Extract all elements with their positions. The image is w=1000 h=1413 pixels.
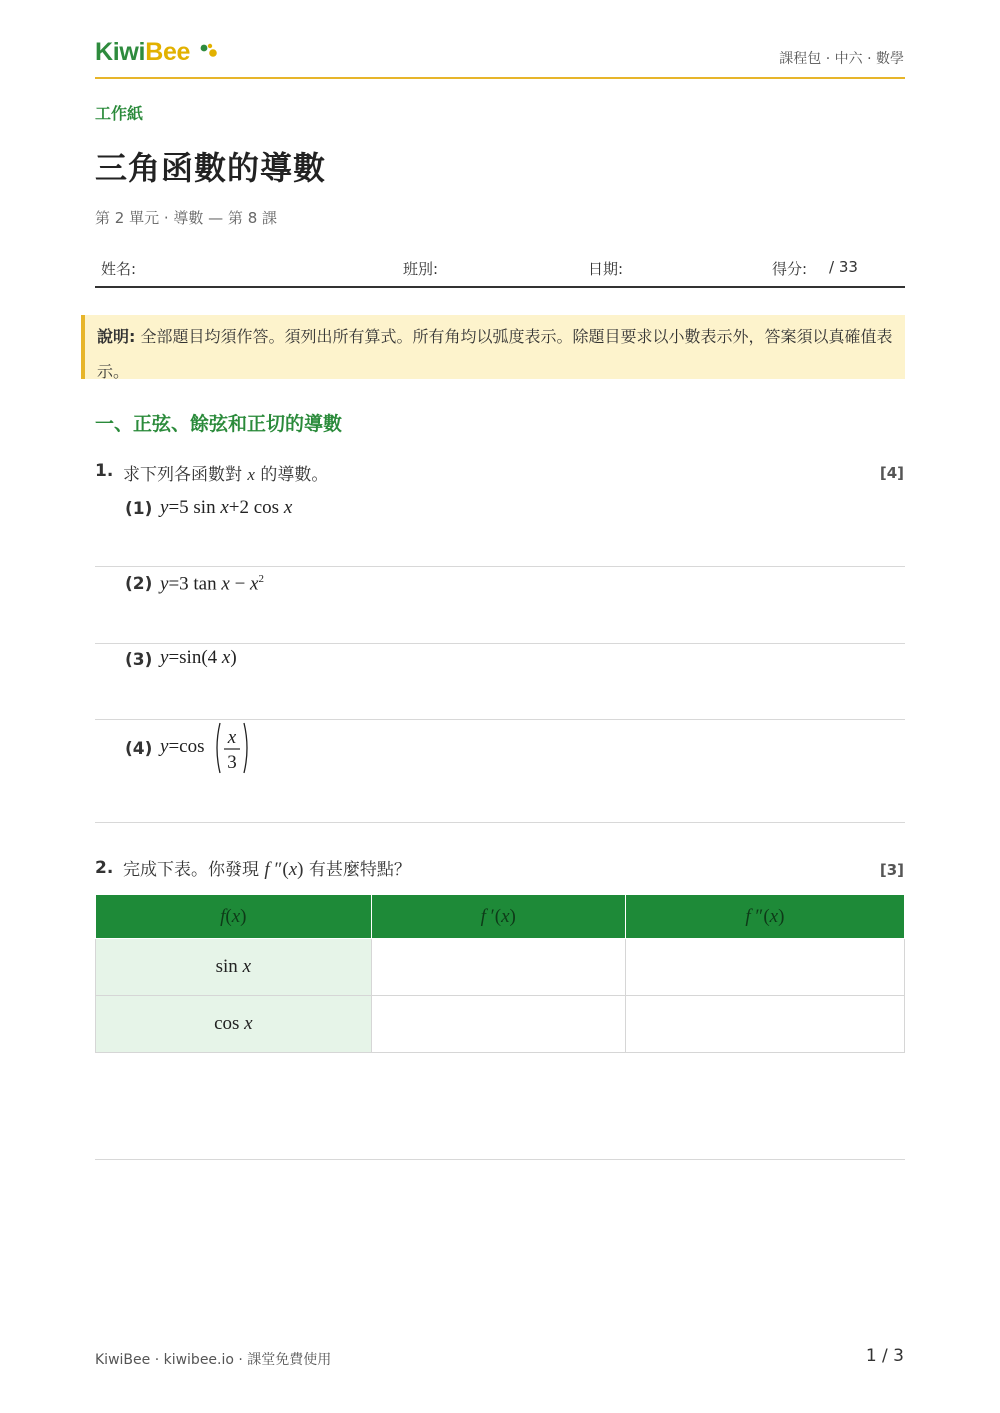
answer-divider <box>95 719 905 720</box>
question-2-text-before: 完成下表。你發現 <box>123 860 259 880</box>
table-cell-function: cos x <box>96 996 372 1053</box>
answer-divider <box>95 566 905 567</box>
question-2-marks: [3] <box>879 861 904 879</box>
table-header-f-prime: f ′(x) <box>371 895 625 939</box>
part-2-label: (2) <box>125 574 153 594</box>
answer-cell[interactable] <box>371 996 625 1053</box>
header-divider <box>95 77 905 79</box>
name-field-label: 姓名: <box>101 260 137 278</box>
footer-text: KiwiBee · kiwibee.io · 課堂免費使用 <box>95 1352 332 1368</box>
answer-divider <box>95 822 905 823</box>
course-info: 課程包 · 中六 · 數學 <box>779 51 904 67</box>
question-1-text-after: 的導數。 <box>260 465 329 485</box>
answer-divider <box>95 1159 905 1160</box>
question-1-text-before: 求下列各函數對 <box>123 465 242 485</box>
answer-divider <box>95 643 905 644</box>
answer-cell[interactable] <box>625 996 904 1053</box>
instructions-box <box>81 315 905 379</box>
question-2-number: 2. <box>95 858 114 878</box>
part-4-label: (4) <box>125 739 153 759</box>
part-4-fraction <box>214 721 250 775</box>
svg-text:x: x <box>227 727 237 748</box>
score-total: / 33 <box>829 258 858 276</box>
date-field-label: 日期: <box>588 260 624 278</box>
table-header-f-double-prime: f ″(x) <box>625 895 904 939</box>
part-1-expression: y=5 sin x+2 cos x <box>160 497 293 518</box>
logo-text-bee: Bee <box>145 38 191 66</box>
part-3-expression: y=sin(4 x) <box>160 647 237 668</box>
page-title: 三角函數的導數 <box>95 149 327 187</box>
logo-dots-icon <box>199 42 219 60</box>
class-field-label: 班別: <box>403 260 439 278</box>
derivative-table <box>95 894 905 1053</box>
instructions-text: 全部題目均須作答。須列出所有算式。所有角均以弧度表示。除題目要求以小數表示外，答案須以真確值表示。 <box>97 327 893 381</box>
question-1-text <box>123 460 328 485</box>
answer-cell[interactable] <box>625 939 904 996</box>
question-2-text-after: 有甚麼特點？ <box>308 860 411 880</box>
brand-logo <box>95 38 190 67</box>
page-number: 1 / 3 <box>865 1346 904 1366</box>
svg-text:3: 3 <box>227 752 237 773</box>
question-2-text: 完成下表。你發現 f ″(x) 有甚麼特點？ <box>123 859 411 880</box>
question-1-marks: [4] <box>879 464 904 482</box>
logo-text-kiwi: Kiwi <box>95 38 146 66</box>
question-1-variable: x <box>247 465 255 484</box>
table-header-f: f(x) <box>96 895 372 939</box>
table-cell-function: sin x <box>96 939 372 996</box>
part-1-label: (1) <box>125 499 153 519</box>
table-row <box>96 939 905 996</box>
part-2-expression: y=3 $\tan x - x^2$ <box>160 573 264 595</box>
answer-cell[interactable] <box>371 939 625 996</box>
student-info-row <box>95 248 905 288</box>
score-field-label: 得分: <box>772 260 808 278</box>
section-heading: 一、正弦、餘弦和正切的導數 <box>95 413 343 435</box>
question-1-number: 1. <box>95 461 114 481</box>
page-subtitle: 第 2 單元 · 導數 — 第 8 課 <box>95 209 278 227</box>
instructions-label: 說明: <box>97 327 136 346</box>
worksheet-label: 工作紙 <box>95 104 144 123</box>
part-4-expression: y=cos <box>160 736 205 757</box>
part-3-label: (3) <box>125 650 153 670</box>
table-row <box>96 996 905 1053</box>
